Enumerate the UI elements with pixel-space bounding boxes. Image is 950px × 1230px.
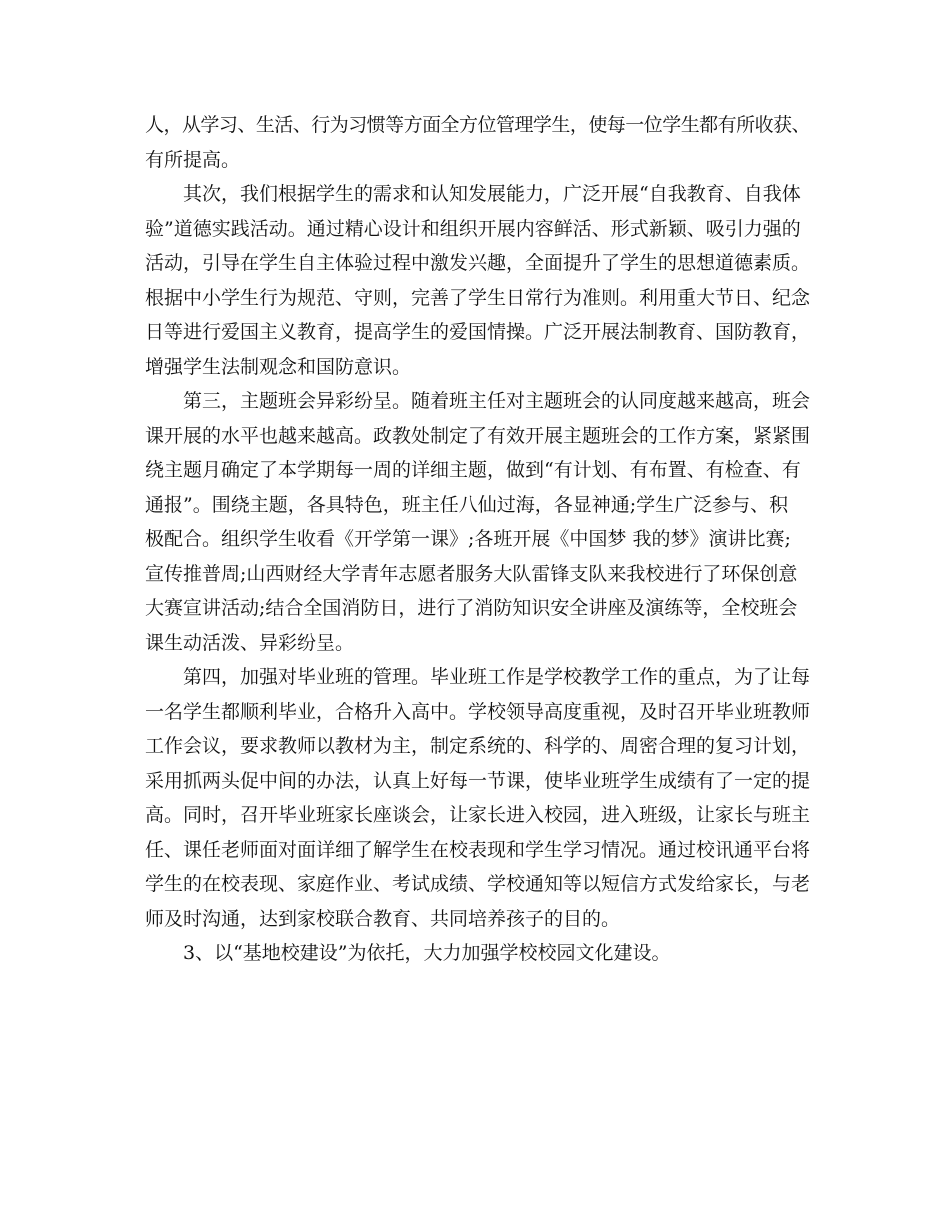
- text-line: 日等进行爱国主义教育，提高学生的爱国情操。广泛开展法制教育、国防教育，: [145, 321, 811, 343]
- document-body: [145, 108, 810, 971]
- text-line: 工作会议，要求教师以教材为主，制定系统的、科学的、周密合理的复习计划，: [145, 735, 811, 757]
- text-line: 第三，主题班会异彩纷呈。随着班主任对主题班会的认同度越来越高，班会: [183, 390, 811, 412]
- text-line: 其次，我们根据学生的需求和认知发展能力，广泛开展“自我教育、自我体: [183, 183, 801, 205]
- text-line: 一名学生都顺利毕业，合格升入高中。学校领导高度重视，及时召开毕业班教师: [145, 700, 811, 723]
- text-line: 绕主题月确定了本学期每一周的详细主题，做到“有计划、有布置、有检查、有: [145, 459, 801, 481]
- text-line: 学生的在校表现、家庭作业、考试成绩、学校通知等以短信方式发给家长，与老: [145, 873, 811, 895]
- text-line: 宣传推普周;山西财经大学青年志愿者服务大队雷锋支队来我校进行了环保创意: [145, 562, 798, 585]
- text-line: 活动，引导在学生自主体验过程中激发兴趣，全面提升了学生的思想道德素质。: [145, 252, 811, 274]
- text-line: 验”道德实践活动。通过精心设计和组织开展内容鲜活、形式新颖、吸引力强的: [145, 217, 801, 240]
- text-line: 大赛宣讲活动;结合全国消防日，进行了消防知识安全讲座及演练等，全校班会: [145, 597, 798, 619]
- text-line: 极配合。组织学生收看《开学第一课》;各班开展《中国梦 我的梦》演讲比赛;: [145, 528, 791, 550]
- text-line: 任、课任老师面对面详细了解学生在校表现和学生学习情况。通过校讯通平台将: [145, 838, 811, 861]
- text-line: 人，从学习、生活、行为习惯等方面全方位管理学生，使每一位学生都有所收获、: [145, 114, 811, 136]
- text-line: 增强学生法制观念和国防意识。: [145, 355, 412, 378]
- text-line: 有所提高。: [145, 148, 241, 171]
- text-line: 根据中小学生行为规范、守则，完善了学生日常行为准则。利用重大节日、纪念: [145, 286, 811, 309]
- text-line: 采用抓两头促中间的办法，认真上好每一节课，使毕业班学生成绩有了一定的提: [145, 769, 811, 792]
- text-line: 课生动活泼、异彩纷呈。: [145, 631, 355, 654]
- text-line: 3、以“基地校建设”为依托，大力加强学校校园文化建设。: [183, 942, 671, 964]
- text-line: 高。同时，召开毕业班家长座谈会，让家长进入校园，进入班级，让家长与班主: [145, 804, 811, 826]
- text-line: 师及时沟通，达到家校联合教育、共同培养孩子的目的。: [145, 907, 621, 930]
- text-line: 通报”。围绕主题，各具特色，班主任八仙过海，各显神通;学生广泛参与、积: [145, 493, 789, 516]
- text-line: 课开展的水平也越来越高。政教处制定了有效开展主题班会的工作方案，紧紧围: [145, 424, 811, 447]
- text-line: 第四，加强对毕业班的管理。毕业班工作是学校教学工作的重点，为了让每: [183, 666, 811, 688]
